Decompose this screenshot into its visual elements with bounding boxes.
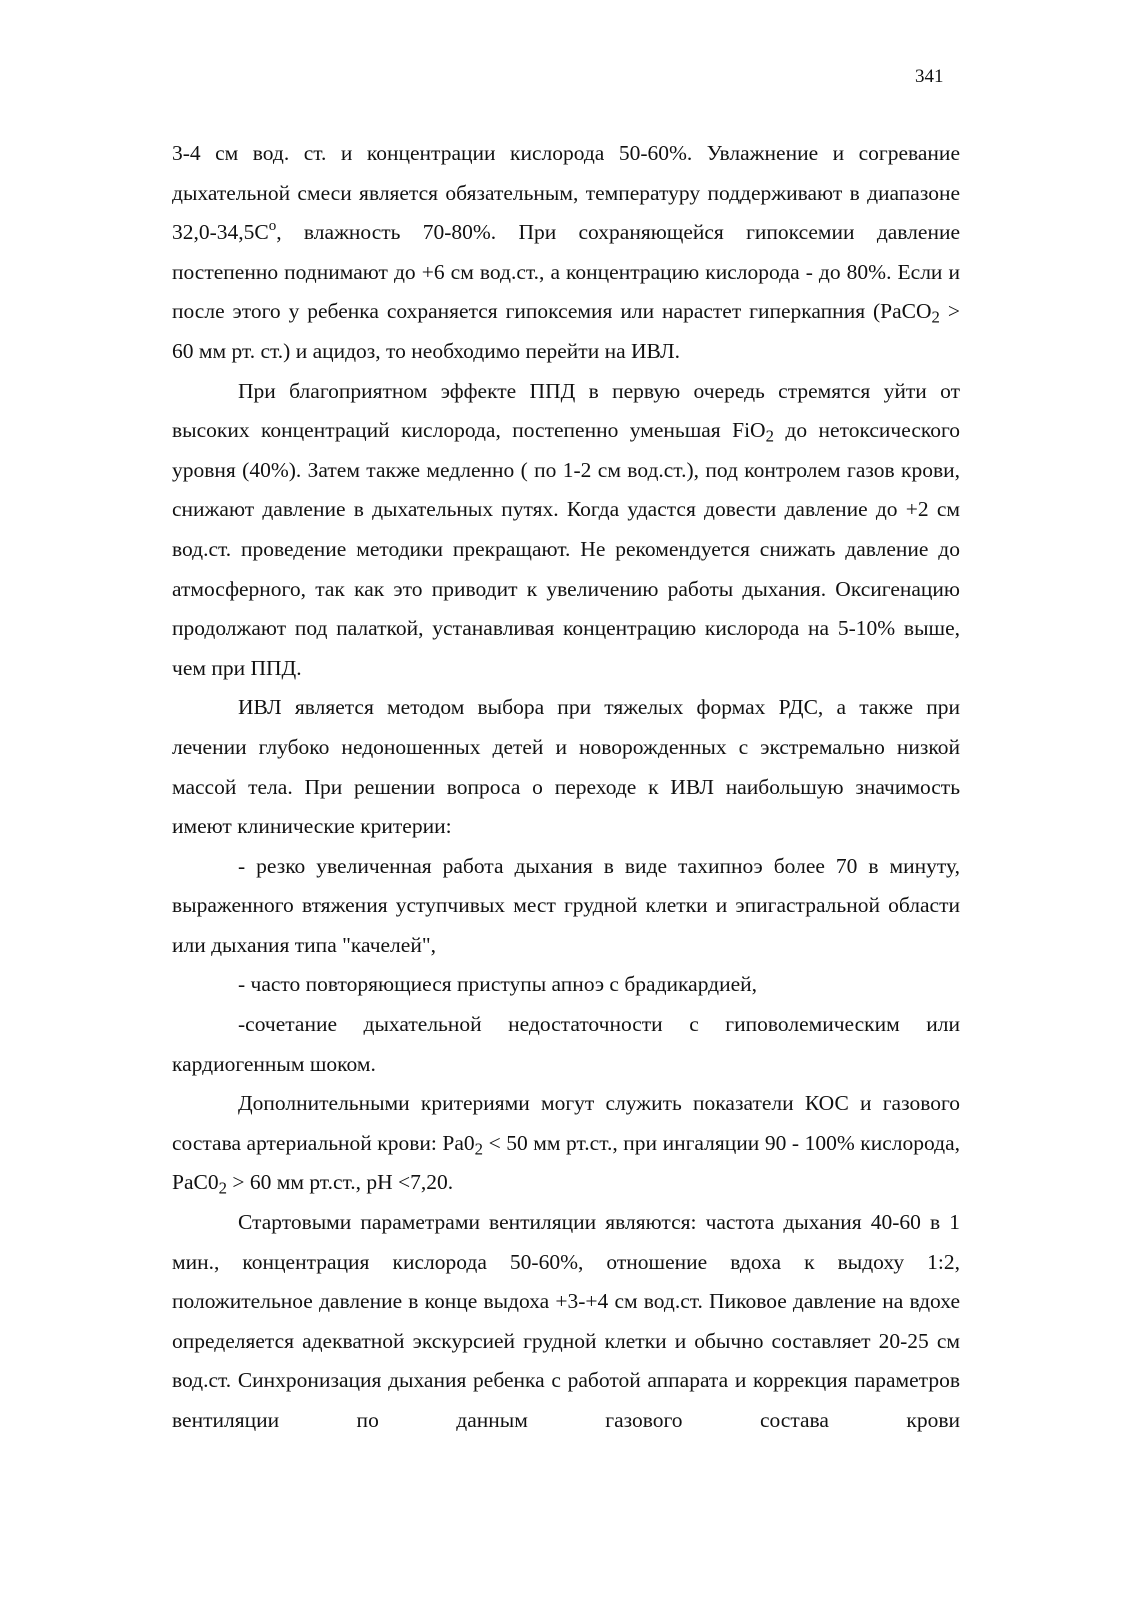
paragraph-criterion-breathing-work: - резко увеличенная работа дыхания в виде тахипноэ более 70 в минуту, выраженного втяжения уступчивых мест грудной клетки и эпигастральной области или дыхания типа "качелей", (172, 853, 960, 957)
subscript: 2 (931, 308, 940, 328)
text-run: < 50 мм рт.ст., при ингаляции 90 - 100% кислорода, PaC0 (172, 1130, 960, 1195)
paragraph-ventilation-indication: ИВЛ является методом выбора при тяжелых формах РДС, а также при лечении глубоко недоношенных детей и новорожденных с экстремально низкой массой тела. При решении вопроса о переходе к ИВЛ наибольшую значимость имеют клинические критерии: (172, 695, 960, 839)
text-run: При благоприятном эффекте ППД в первую очередь стремятся уйти от высоких концентраций кислорода, постепенно уменьшая FiO (172, 378, 960, 443)
text-run: , влажность 70-80%. При сохраняющейся гипоксемии давление постепенно поднимают до +6 см вод.ст., а концентрацию кислорода - до 80%. Если и после этого у ребенка сохраняется гипоксемия или нарастет гиперкапния (PaCO (172, 220, 960, 324)
text-run: > 60 мм рт.ст., pH <7,20. (226, 1170, 454, 1195)
paragraph-criterion-apnea: - часто повторяющиеся приступы апноэ с брадикардией, (238, 972, 758, 997)
text-run: Дополнительными критериями могут служить показатели КОС и газового состава артериальной крови: Pa0 (172, 1091, 960, 1155)
subscript: 2 (474, 1139, 484, 1159)
document-body (172, 134, 960, 1441)
paragraph-cpap-settings (172, 134, 960, 372)
paragraph-additional-criteria (172, 1084, 960, 1203)
paragraph-criterion-shock: -сочетание дыхательной недостаточности с гиповолемическим или кардиогенным шоком. (172, 1012, 960, 1076)
page-number: 341 (915, 66, 944, 87)
subscript: 2 (218, 1179, 227, 1199)
subscript: 2 (765, 426, 774, 446)
degree-superscript: о (268, 218, 277, 235)
text-run: 3-4 см вод. ст. и концентрации кислорода 50-60%. Увлажнение и согревание дыхательной смеси является обязательным, температуру поддерживают в диапазоне 32,0-34,5С (172, 141, 960, 245)
paragraph-starting-parameters: Стартовыми параметрами вентиляции являются: частота дыхания 40-60 в 1 мин., концентрация кислорода 50-60%, отношение вдоха к выдоху 1:2, положительное давление в конце выдоха +3-+4 см вод.ст. Пиковое давление на вдохе определяется адекватной экскурсией грудной клетки и обычно составляет 20-25 см вод.ст. Синхронизация дыхания ребенка с работой аппарата и коррекция параметров вентиляции по данным газового состава крови (172, 1210, 960, 1432)
text-run: > 60 мм рт. ст.) и ацидоз, то необходимо перейти на ИВЛ. (172, 299, 960, 363)
paragraph-cpap-weaning (172, 372, 960, 689)
text-run: до нетоксического уровня (40%). Затем также медленно ( по 1-2 см вод.ст.), под контролем газов крови, снижают давление в дыхательных путях. Когда удастся довести давление до +2 см вод.ст. проведение методики прекращают. Не рекомендуется снижать давление до атмосферного, так как это приводит к увеличению работы дыхания. Оксигенацию продолжают под палаткой, устанавливая концентрацию кислорода на 5-10% выше, чем при ППД. (172, 418, 960, 680)
